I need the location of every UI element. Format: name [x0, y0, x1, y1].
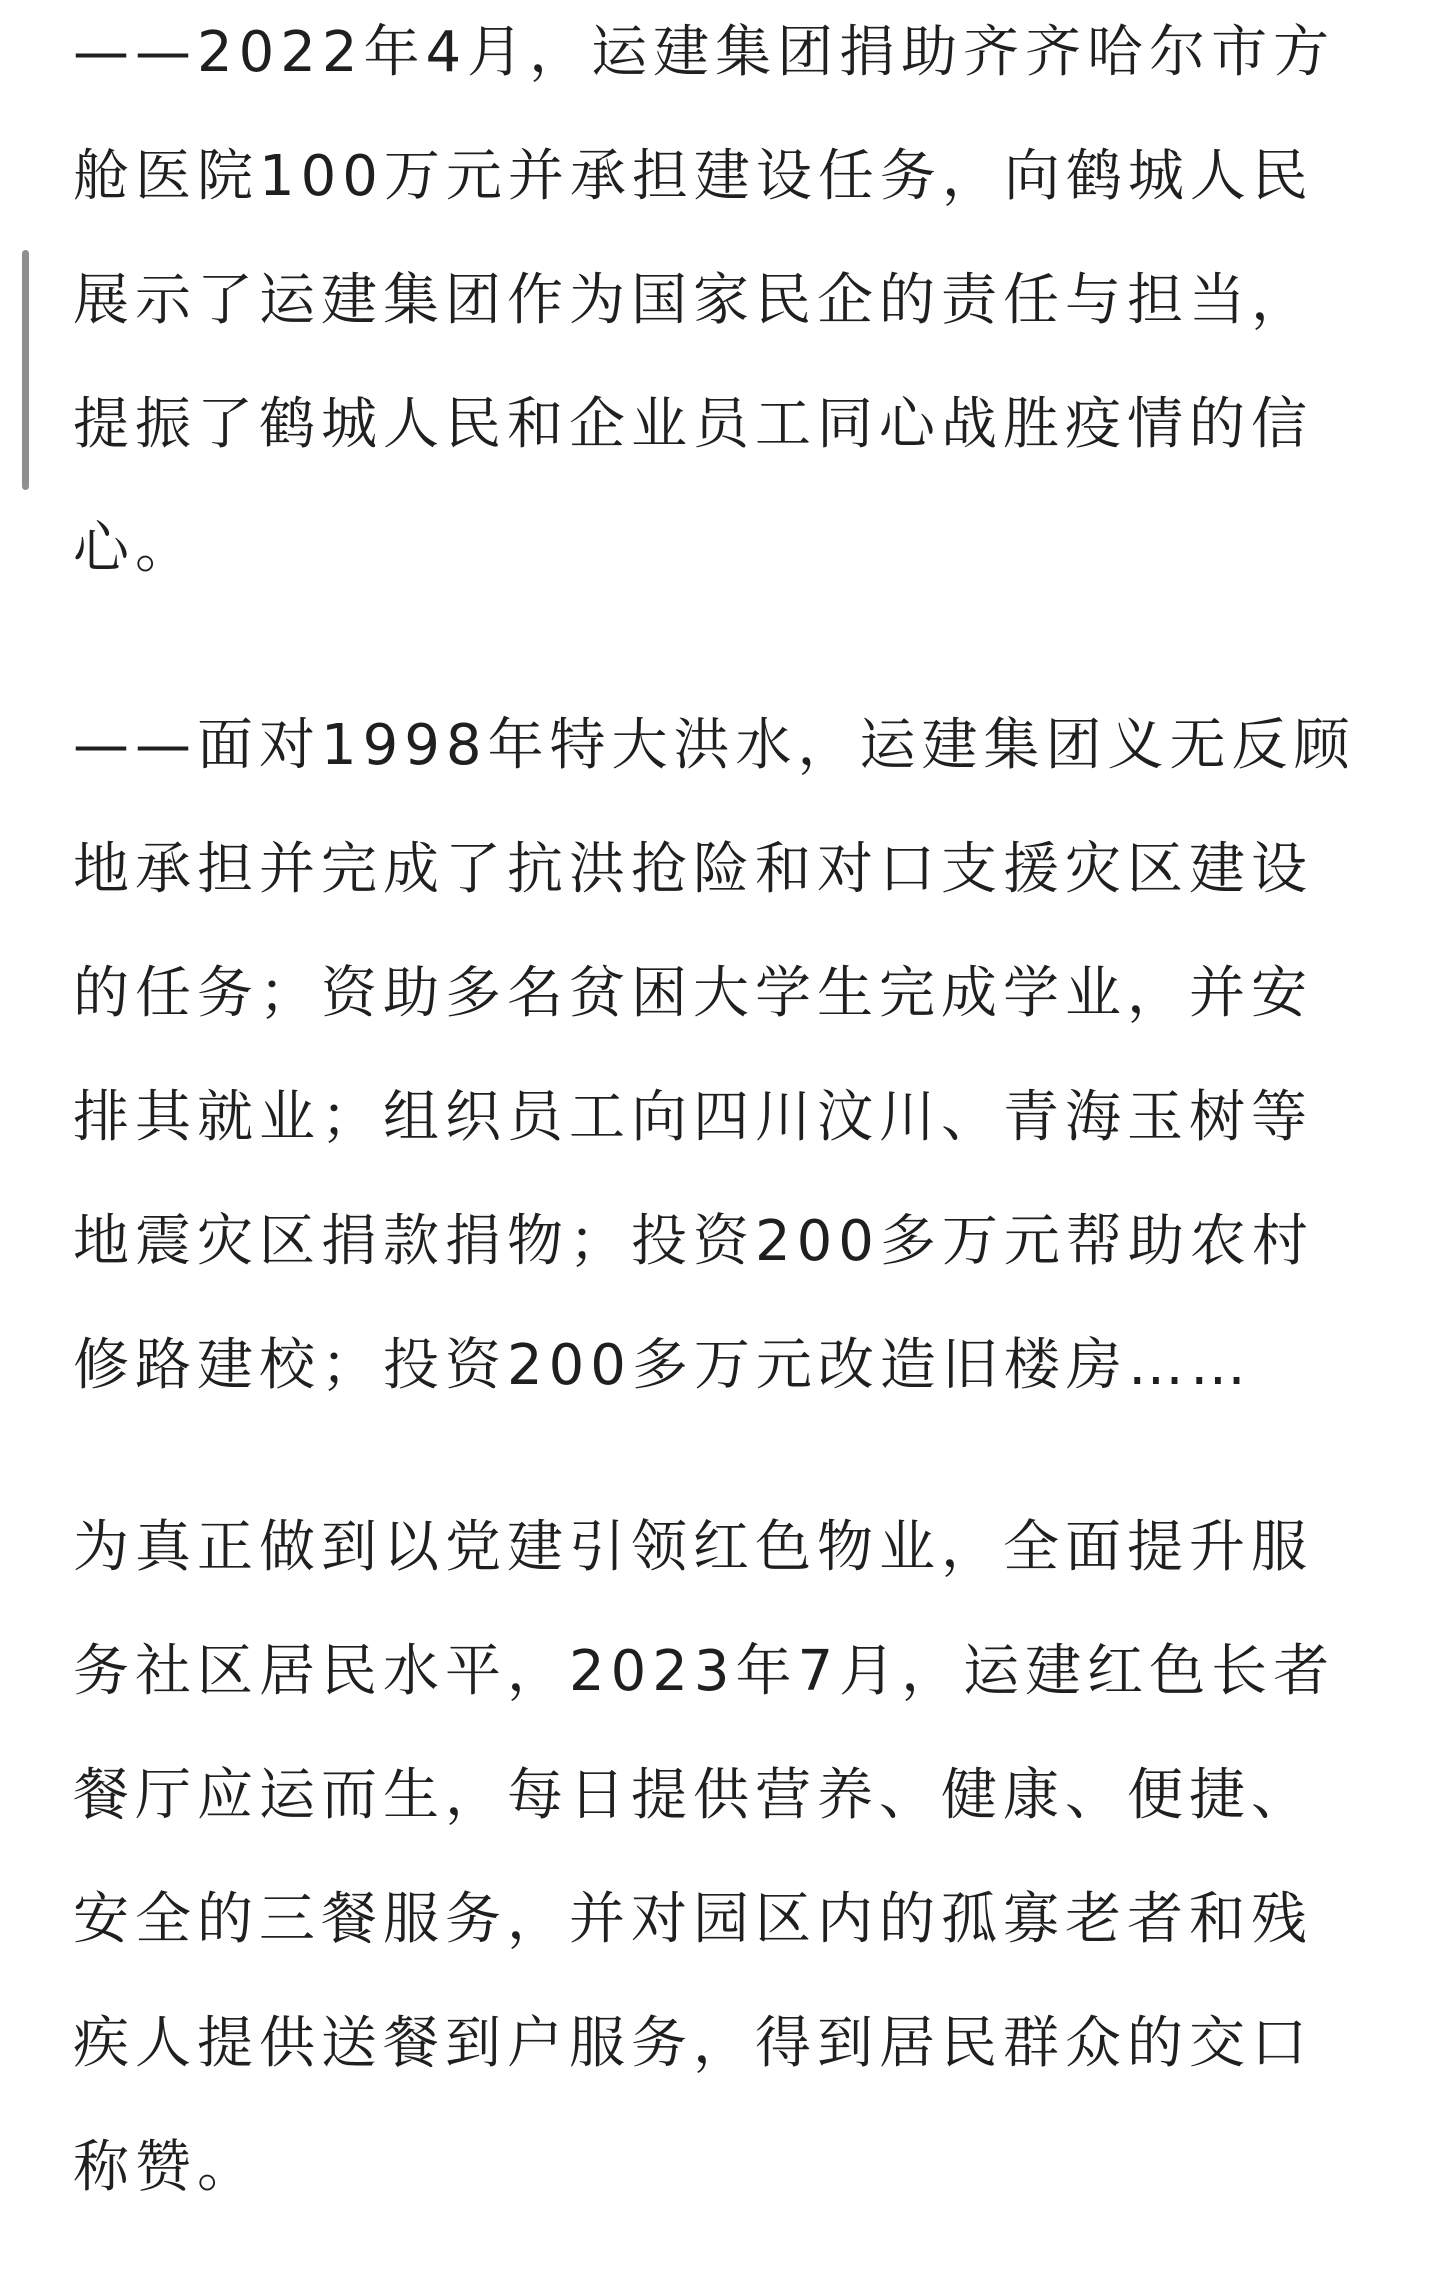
- article-paragraph-1: [73, 0, 1335, 611]
- paragraph-line: 地震灾区捐款捐物；投资200多万元帮助农村: [73, 1209, 1314, 1274]
- paragraph-line: 展示了运建集团作为国家民企的责任与担当，: [73, 268, 1313, 333]
- paragraph-line: 安全的三餐服务，并对园区内的孤寡老者和残: [73, 1887, 1313, 1952]
- paragraph-line: 称赞。: [73, 2135, 259, 2200]
- article-paragraph-2: [73, 684, 1356, 1428]
- scroll-indicator[interactable]: [22, 250, 29, 490]
- paragraph-line: 舱医院100万元并承担建设任务，向鹤城人民: [73, 144, 1314, 209]
- paragraph-line: 排其就业；组织员工向四川汶川、青海玉树等: [73, 1085, 1313, 1150]
- paragraph-line: 心。: [73, 516, 197, 581]
- paragraph-line: 务社区居民水平，2023年7月，运建红色长者: [73, 1639, 1336, 1704]
- paragraph-line: 修路建校；投资200多万元改造旧楼房……: [73, 1333, 1252, 1398]
- paragraph-line: 地承担并完成了抗洪抢险和对口支援灾区建设: [73, 837, 1313, 902]
- paragraph-line: ——面对1998年特大洪水，运建集团义无反顾: [73, 713, 1356, 778]
- paragraph-line: 的任务；资助多名贫困大学生完成学业，并安: [73, 961, 1313, 1026]
- paragraph-line: 提振了鹤城人民和企业员工同心战胜疫情的信: [73, 392, 1313, 457]
- article-paragraph-3: [73, 1486, 1335, 2230]
- paragraph-line: ——2022年4月，运建集团捐助齐齐哈尔市方: [73, 20, 1336, 85]
- paragraph-line: 餐厅应运而生，每日提供营养、健康、便捷、: [73, 1763, 1313, 1828]
- paragraph-line: 疾人提供送餐到户服务，得到居民群众的交口: [73, 2011, 1313, 2076]
- paragraph-line: 为真正做到以党建引领红色物业，全面提升服: [73, 1515, 1313, 1580]
